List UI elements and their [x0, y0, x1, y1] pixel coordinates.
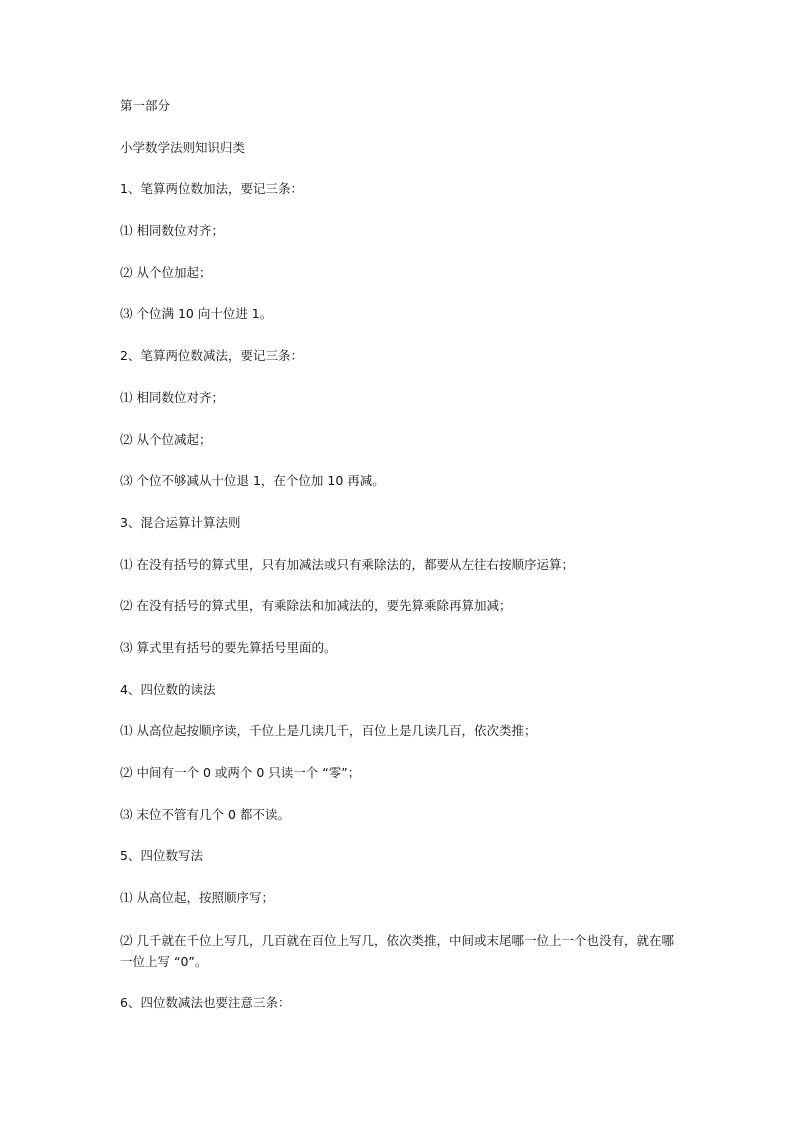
document-body	[120, 96, 680, 1035]
rule-item: ⑴ 在没有括号的算式里，只有加减法或只有乘除法的，都要从左往右按顺序运算；	[120, 556, 574, 572]
rule-heading-1: 1、笔算两位数加法，要记三条：	[120, 181, 303, 197]
rule-item: ⑶ 末位不管有几个 0 都不读。	[120, 806, 290, 822]
section-heading: 第一部分	[120, 98, 171, 113]
rule-item: ⑵ 从个位加起；	[120, 264, 212, 280]
rule-item: ⑵ 中间有一个 0 或两个 0 只读一个 “零”；	[120, 765, 361, 780]
rule-item: ⑶ 算式里有括号的要先算括号里面的。	[120, 639, 337, 655]
rule-item: ⑴ 相同数位对齐；	[120, 223, 224, 239]
rule-item: ⑶ 个位满 10 向十位进 1。	[120, 306, 273, 322]
rule-item: ⑴ 从高位起，按照顺序写；	[120, 890, 274, 906]
rule-heading-6: 6、四位数减法也要注意三条：	[120, 995, 291, 1011]
rule-item: ⑴ 从高位起按顺序读，千位上是几读几千，百位上是几读几百，依次类推；	[120, 723, 537, 739]
rule-item: ⑵ 从个位减起；	[120, 431, 212, 447]
rule-item: ⑵ 几千就在千位上写几，几百就在百位上写几，依次类推，中间或末尾哪一位上一个也没有，就在哪一位上写 “0”。	[120, 932, 674, 969]
rule-heading-3: 3、混合运算计算法则	[120, 514, 241, 530]
rule-heading-2: 2、笔算两位数减法，要记三条：	[120, 348, 303, 364]
document-title: 小学数学法则知识归类	[120, 139, 246, 155]
rule-item: ⑶ 个位不够减从十位退 1，在个位加 10 再减。	[120, 473, 385, 489]
rule-item: ⑵ 在没有括号的算式里，有乘除法和加减法的，要先算乘除再算加减；	[120, 598, 512, 614]
rule-heading-4: 4、四位数的读法	[120, 681, 216, 697]
rule-item: ⑴ 相同数位对齐；	[120, 389, 224, 405]
rule-heading-5: 5、四位数写法	[120, 848, 203, 864]
